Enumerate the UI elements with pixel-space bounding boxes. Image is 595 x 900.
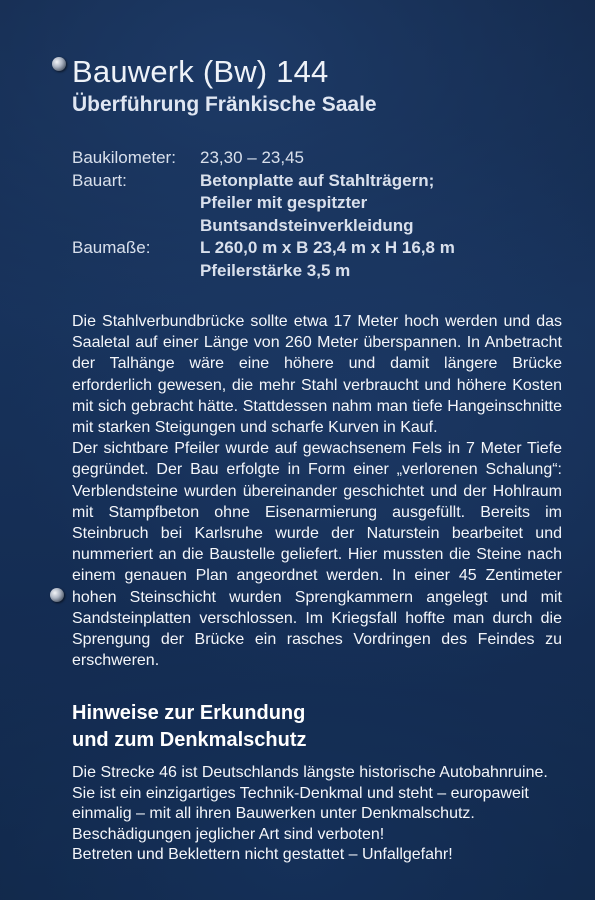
notes-heading-line: und zum Denkmalschutz [72, 729, 307, 751]
spec-label: Baumaße: [72, 238, 151, 257]
notes-line: Sie ist ein einzigartiges Technik-Denkmal und steht – europaweit [72, 784, 529, 802]
notes-heading [72, 700, 306, 754]
notes-text [72, 763, 562, 866]
spec-value-line: Pfeilerstärke 3,5 m [200, 260, 351, 280]
spec-value [200, 147, 304, 170]
mounting-screw-top [52, 57, 66, 71]
spec-value-line: 23,30 – 23,45 [200, 148, 304, 167]
spec-value-line: Buntsandsteinverkleidung [200, 215, 414, 235]
spec-value [200, 237, 455, 282]
spec-table [72, 147, 455, 282]
spec-label: Baukilometer: [72, 148, 176, 167]
spec-row-baumasse [72, 237, 455, 282]
description-text [72, 311, 562, 671]
spec-value [200, 170, 434, 238]
spec-label: Bauart: [72, 170, 127, 190]
notes-line: Beschädigungen jeglicher Art sind verboten! [72, 825, 385, 843]
spec-value-line: Betonplatte auf Stahlträgern; [200, 170, 435, 190]
description-paragraph: Die Stahlverbundbrücke sollte etwa 17 Meter hoch werden und das Saaletal auf einer Länge von 260 Meter überspannen. In Anbetracht der Talhänge wäre eine höhere und damit längere Brücke erforderlich gewesen, die mehr Stahl verbraucht und höhere Kosten mit sich gebracht hätte. Stattdessen nahm man tiefe Hangeinschnitte mit starken Steigungen und scharfe Kurven in Kauf. [72, 313, 562, 437]
sign-title: Bauwerk (Bw) 144 [72, 54, 329, 89]
sign-subtitle: Überführung Fränkische Saale [72, 93, 377, 116]
mounting-screw-middle [50, 588, 64, 602]
notes-line: einmalig – mit all ihren Bauwerken unter Denkmalschutz. [72, 805, 475, 822]
notes-heading-line: Hinweise zur Erkundung [72, 702, 306, 724]
spec-value-line: Pfeiler mit gespitzter [200, 193, 368, 212]
notes-line: Die Strecke 46 ist Deutschlands längste historische Autobahnruine. [72, 764, 548, 781]
description-paragraph: Der sichtbare Pfeiler wurde auf gewachsenem Fels in 7 Meter Tiefe gegründet. Der Bau erfolgte in Form einer „verlorenen Schalung“: Verblendsteine wurden übereinander geschichtet und der Hohlraum mit Stampfbeton ohne Eisenarmierung ausgefüllt. Bereits im Steinbruch bei Karlsruhe wurde der Naturstein bearbeitet und nummeriert an die Baustelle geliefert. Hier mussten die Steine nach einem genauen Plan angeordnet werden. In einer 45 Zentimeter hohen Steinschicht wurden Sprengkammern angelegt und mit Sandsteinplatten verschlossen. Im Kriegsfall hoffte man durch die Sprengung der Brücke ein rasches Vordringen des Feindes zu erschweren. [72, 440, 562, 670]
spec-value-line: L 260,0 m x B 23,4 m x H 16,8 m [200, 238, 455, 257]
spec-row-baukilometer [72, 147, 455, 170]
spec-row-bauart [72, 170, 455, 238]
notes-line: Betreten und Beklettern nicht gestattet – Unfallgefahr! [72, 846, 453, 863]
